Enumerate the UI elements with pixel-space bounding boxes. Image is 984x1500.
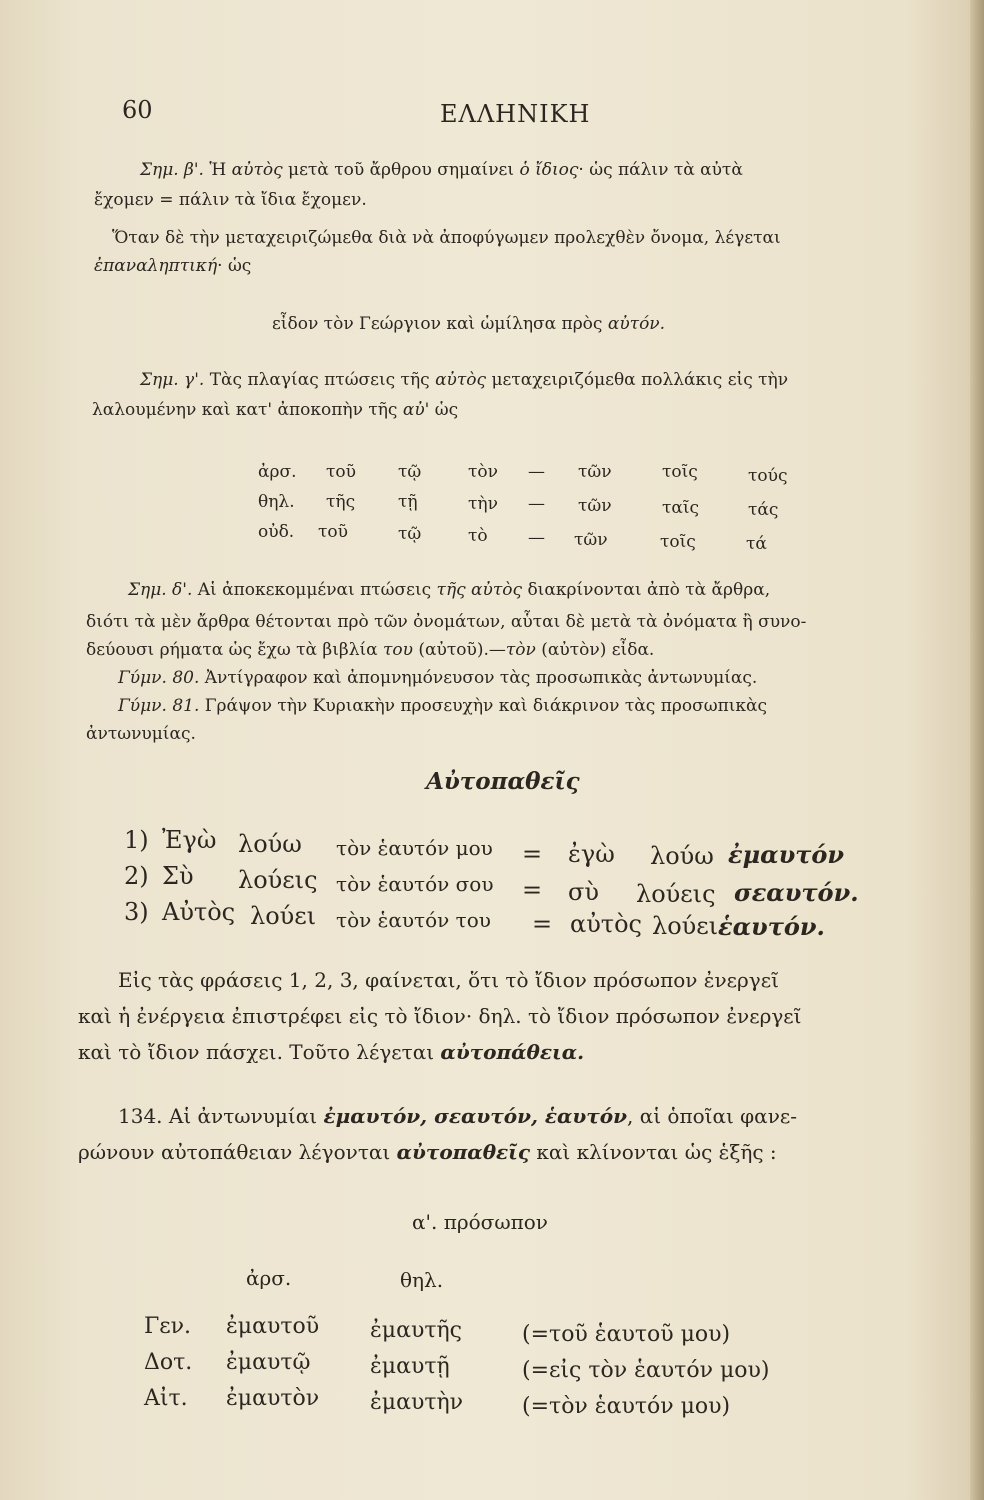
note-b-line-1: Σημ. β'. Ἡ αὐτὸς μετὰ τοῦ ἄρθρου σημαίνει ὁ ἴδιος· ὡς πάλιν τὰ αὐτὰ bbox=[140, 160, 743, 180]
note-d-line-2: διότι τὰ μὲν ἄρθρα θέτονται πρὸ τῶν ὀνομάτων, αὗται δὲ μετὰ τὰ ὀνόματα ἢ συνο- bbox=[86, 612, 807, 632]
note-d-line-1: Σημ. δ'. Αἱ ἀποκεκομμέναι πτώσεις τῆς αὐτὸς διακρίνονται ἀπὸ τὰ ἄρθρα, bbox=[128, 580, 771, 600]
paragraph-134-line-1: 134. Αἱ ἀντωνυμίαι ἐμαυτόν, σεαυτόν, ἑαυτόν, αἱ ὁποῖαι φανε- bbox=[118, 1104, 797, 1128]
page-number: 60 bbox=[122, 96, 153, 124]
exercise-81-line-2: ἀντωνυμίας. bbox=[86, 724, 196, 744]
page-edge bbox=[970, 0, 984, 1500]
explanation-line-3: καὶ τὸ ἴδιον πάσχει. Τοῦτο λέγεται αὐτοπάθεια. bbox=[78, 1040, 585, 1064]
note-d-line-3: δεύουσι ρήματα ὡς ἔχω τὰ βιβλία του (αὐτοῦ).—τὸν (αὐτὸν) εἶδα. bbox=[86, 640, 655, 660]
exercise-81: Γύμν. 81. Γράψον τὴν Κυριακὴν προσευχὴν καὶ διάκρινον τὰς προσωπικὰς bbox=[118, 696, 768, 716]
note-c-line-1: Σημ. γ'. Τὰς πλαγίας πτώσεις τῆς αὐτὸς μεταχειριζόμεθα πολλάκις εἰς τὴν bbox=[140, 370, 789, 390]
running-title: ΕΛΛΗΝΙΚΗ bbox=[440, 100, 591, 128]
note-b-example: εἶδον τὸν Γεώργιον καὶ ὡμίλησα πρὸς αὐτόν. bbox=[272, 314, 666, 334]
note-b-line-3: Ὅταν δὲ τὴν μεταχειριζώμεθα διὰ νὰ ἀποφύγωμεν προλεχθὲν ὄνομα, λέγεται bbox=[112, 228, 781, 248]
column-masculine: ἀρσ. bbox=[246, 1266, 292, 1290]
column-feminine: θηλ. bbox=[400, 1268, 444, 1292]
section-title: Αὐτοπαθεῖς bbox=[426, 768, 580, 795]
note-c-line-2: λαλουμένην καὶ κατ' ἀποκοπὴν τῆς αὐ' ὡς bbox=[92, 400, 459, 420]
explanation-line-1: Εἰς τὰς φράσεις 1, 2, 3, φαίνεται, ὅτι τὸ ἴδιον πρόσωπον ἐνεργεῖ bbox=[118, 968, 779, 992]
explanation-line-2: καὶ ἡ ἐνέργεια ἐπιστρέφει εἰς τὸ ἴδιον· δηλ. τὸ ἴδιον πρόσωπον ἐνεργεῖ bbox=[78, 1004, 802, 1028]
exercise-80: Γύμν. 80. Ἀντίγραφον καὶ ἀπομνημόνευσον τὰς προσωπικὰς ἀντωνυμίας. bbox=[118, 668, 758, 688]
book-page: 60 ΕΛΛΗΝΙΚΗ Σημ. β'. Ἡ αὐτὸς μετὰ τοῦ ἄρθρου σημαίνει ὁ ἴδιος· ὡς πάλιν τὰ αὐτὰ ἔχομεν = πάλιν τὰ ἴδια ἔχομεν. Ὅταν δὲ τὴν μεταχειριζώμεθα διὰ νὰ ἀποφύγωμεν προλεχθὲν ὄνομα, λέγεται ἐπαναληπτική· ὡς εἶδον τὸν Γεώργιον καὶ ὡμίλησα πρὸς αὐτόν. Σημ. γ'. Τὰς πλαγίας πτώσεις τῆς αὐτὸς μεταχειριζόμεθα πολλάκις εἰς τὴν λαλουμένην καὶ κατ' ἀποκοπὴν τῆς αὐ' ὡς ἀρσ. τοῦ τῷ τὸν — τῶν τοῖς τούς θηλ. τῆς τῇ τὴν — τῶν ταῖς τάς οὐδ. τοῦ τῷ τὸ — τῶν τοῖς τά Σημ. δ'. Αἱ ἀποκεκομμέναι πτώσεις τῆς αὐτὸς διακρίνονται ἀπὸ τὰ ἄρθρα, διότι τὰ μὲν ἄρθρα θέτονται πρὸ τῶν ὀνομάτων, αὗται δὲ μετὰ τὰ ὀνόματα ἢ συνο- δεύουσι ρήματα ὡς ἔχω τὰ βιβλία του (αὐτοῦ).—τὸν (αὐτὸν) εἶδα. Γύμν. 80. Ἀντίγραφον καὶ ἀπομνημόνευσον τὰς προσωπικὰς ἀντωνυμίας. Γύμν. 81. Γράψον τὴν Κυριακὴν προσευχὴν καὶ διάκρινον τὰς προσωπικὰς ἀντωνυμίας. Αὐτοπαθεῖς 1) Ἐγὼ λούω τὸν ἑαυτόν μου = ἐγὼ λούω ἐμαυτόν 2) Σὺ λούεις τὸν ἑαυτόν σου = σὺ λούεις σεαυτόν. 3) Αὐτὸς λούει τὸν ἑαυτόν του = αὐτὸς λούει ἑαυτόν. Εἰς τὰς φράσεις 1, 2, 3, φαίνεται, ὅτι τὸ ἴδιον πρόσωπον ἐνεργεῖ καὶ ἡ ἐνέργεια ἐπιστρέφει εἰς τὸ ἴδιον· δηλ. τὸ ἴδιον πρόσωπον ἐνεργεῖ καὶ τὸ ἴδιον πάσχει. Τοῦτο λέγεται αὐτοπάθεια. 134. Αἱ ἀντωνυμίαι ἐμαυτόν, σεαυτόν, ἑαυτόν, αἱ ὁποῖαι φανε- ρώνουν αὐτοπάθειαν λέγονται αὐτοπαθεῖς καὶ κλίνονται ὡς ἑξῆς : α'. πρόσωπον ἀρσ. θηλ. Γεν. ἐμαυτοῦ ἐμαυτῆς (=τοῦ ἑαυτοῦ μου) Δοτ. ἐμαυτῷ ἐμαυτῇ (=εἰς τὸν ἑαυτόν μου) Αἰτ. ἐμαυτὸν ἐμαυτὴν (=τὸν ἑαυτόν μου) bbox=[0, 0, 984, 1500]
note-b-line-2: ἔχομεν = πάλιν τὰ ἴδια ἔχομεν. bbox=[94, 190, 367, 210]
note-b-line-4: ἐπαναληπτική· ὡς bbox=[94, 256, 252, 276]
paragraph-134-line-2: ρώνουν αὐτοπάθειαν λέγονται αὐτοπαθεῖς καὶ κλίνονται ὡς ἑξῆς : bbox=[78, 1140, 777, 1164]
declension-subtitle: α'. πρόσωπον bbox=[412, 1210, 548, 1234]
